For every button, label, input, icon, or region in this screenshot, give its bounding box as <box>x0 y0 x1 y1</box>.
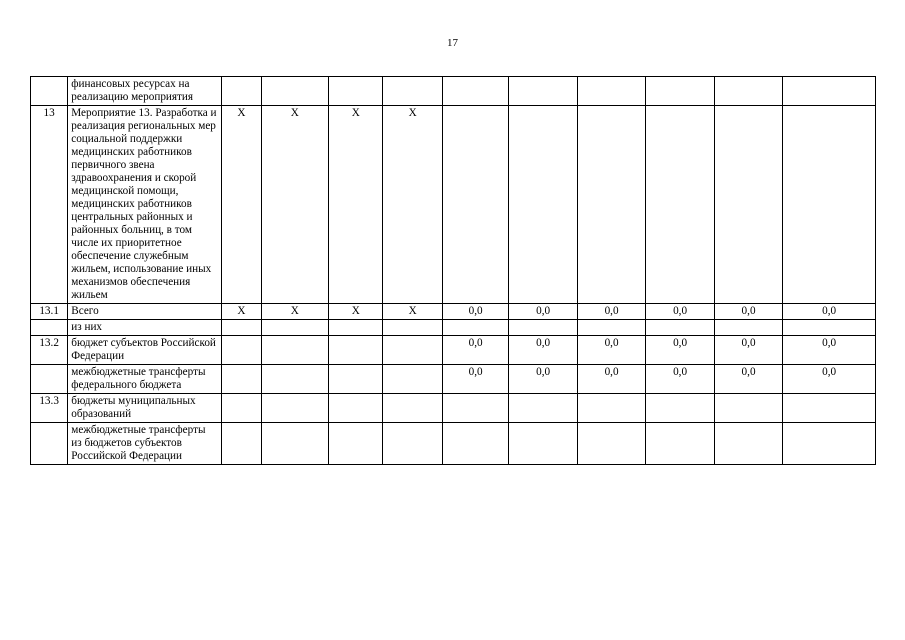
value-cell <box>509 320 577 336</box>
mark-cell: X <box>261 106 328 304</box>
row-number-cell: 13.2 <box>31 336 68 365</box>
mark-cell <box>222 336 261 365</box>
mark-cell <box>383 394 442 423</box>
mark-cell: X <box>222 106 261 304</box>
value-cell <box>509 106 577 304</box>
mark-cell <box>222 320 261 336</box>
value-cell <box>783 394 876 423</box>
mark-cell: X <box>261 304 328 320</box>
row-name-cell: Мероприятие 13. Разработка и реализация региональных мер социальной поддержки медицинских работников первичного звена здравоохранения и скорой медицинской помощи, медицинских работников центральных районных и районных больниц, в том числе их приоритетное обеспечение служебным жильем, использование иных механизмов обеспечения жильем <box>68 106 222 304</box>
value-cell: 0,0 <box>442 365 508 394</box>
table-row <box>31 304 876 320</box>
value-cell <box>509 394 577 423</box>
row-number-cell: 13.1 <box>31 304 68 320</box>
row-number-cell <box>31 365 68 394</box>
table-row <box>31 106 876 304</box>
table-body <box>31 77 876 465</box>
row-name-cell: межбюджетные трансферты федерального бюджета <box>68 365 222 394</box>
table-row <box>31 394 876 423</box>
mark-cell <box>261 336 328 365</box>
value-cell <box>646 394 714 423</box>
mark-cell <box>222 77 261 106</box>
mark-cell: X <box>383 304 442 320</box>
mark-cell <box>329 423 383 465</box>
row-number-cell <box>31 423 68 465</box>
page-number: 17 <box>447 37 458 49</box>
mark-cell <box>329 336 383 365</box>
value-cell: 0,0 <box>577 336 645 365</box>
value-cell <box>646 106 714 304</box>
value-cell: 0,0 <box>577 304 645 320</box>
value-cell <box>646 77 714 106</box>
value-cell: 0,0 <box>442 304 508 320</box>
value-cell <box>714 423 782 465</box>
mark-cell: X <box>329 304 383 320</box>
value-cell <box>783 77 876 106</box>
mark-cell <box>329 320 383 336</box>
value-cell <box>577 394 645 423</box>
row-name-cell: из них <box>68 320 222 336</box>
mark-cell <box>329 365 383 394</box>
row-name-cell: бюджеты муниципальных образований <box>68 394 222 423</box>
value-cell <box>714 106 782 304</box>
value-cell: 0,0 <box>714 365 782 394</box>
mark-cell: X <box>222 304 261 320</box>
row-name-cell: бюджет субъектов Российской Федерации <box>68 336 222 365</box>
value-cell: 0,0 <box>783 304 876 320</box>
value-cell <box>442 394 508 423</box>
value-cell <box>714 320 782 336</box>
row-name-cell: финансовых ресурсах на реализацию мероприятия <box>68 77 222 106</box>
mark-cell <box>222 394 261 423</box>
budget-table <box>30 76 876 465</box>
mark-cell <box>261 423 328 465</box>
value-cell <box>646 320 714 336</box>
value-cell: 0,0 <box>509 304 577 320</box>
value-cell <box>577 320 645 336</box>
value-cell <box>442 423 508 465</box>
mark-cell <box>261 320 328 336</box>
mark-cell: X <box>383 106 442 304</box>
row-number-cell: 13.3 <box>31 394 68 423</box>
value-cell <box>714 394 782 423</box>
value-cell <box>577 77 645 106</box>
value-cell <box>783 320 876 336</box>
value-cell <box>577 106 645 304</box>
value-cell <box>442 106 508 304</box>
value-cell: 0,0 <box>509 365 577 394</box>
value-cell: 0,0 <box>714 336 782 365</box>
value-cell: 0,0 <box>783 365 876 394</box>
table-row <box>31 320 876 336</box>
table-row <box>31 77 876 106</box>
value-cell: 0,0 <box>783 336 876 365</box>
mark-cell <box>383 77 442 106</box>
mark-cell <box>261 365 328 394</box>
value-cell <box>783 106 876 304</box>
mark-cell <box>329 77 383 106</box>
table-row <box>31 365 876 394</box>
value-cell: 0,0 <box>646 365 714 394</box>
mark-cell <box>222 423 261 465</box>
value-cell <box>442 320 508 336</box>
value-cell <box>577 423 645 465</box>
value-cell <box>714 77 782 106</box>
value-cell <box>783 423 876 465</box>
row-number-cell <box>31 77 68 106</box>
mark-cell <box>222 365 261 394</box>
value-cell <box>646 423 714 465</box>
value-cell <box>509 77 577 106</box>
value-cell: 0,0 <box>646 304 714 320</box>
row-number-cell <box>31 320 68 336</box>
row-name-cell: Всего <box>68 304 222 320</box>
mark-cell <box>383 365 442 394</box>
mark-cell <box>261 394 328 423</box>
mark-cell: X <box>329 106 383 304</box>
value-cell: 0,0 <box>577 365 645 394</box>
value-cell <box>509 423 577 465</box>
mark-cell <box>383 423 442 465</box>
value-cell: 0,0 <box>714 304 782 320</box>
row-name-cell: межбюджетные трансферты из бюджетов субъектов Российской Федерации <box>68 423 222 465</box>
mark-cell <box>383 336 442 365</box>
row-number-cell: 13 <box>31 106 68 304</box>
value-cell <box>442 77 508 106</box>
mark-cell <box>261 77 328 106</box>
value-cell: 0,0 <box>442 336 508 365</box>
table-row <box>31 423 876 465</box>
table-row <box>31 336 876 365</box>
value-cell: 0,0 <box>509 336 577 365</box>
mark-cell <box>383 320 442 336</box>
value-cell: 0,0 <box>646 336 714 365</box>
mark-cell <box>329 394 383 423</box>
